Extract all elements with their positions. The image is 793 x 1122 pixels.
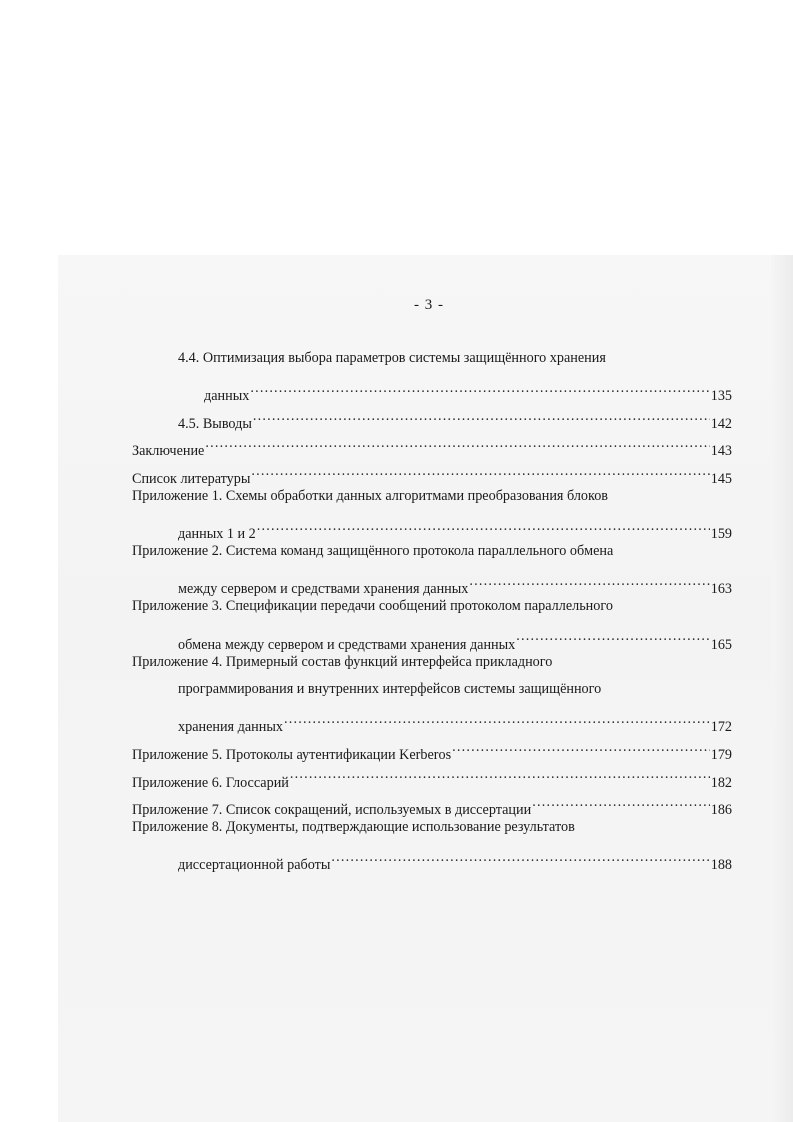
toc-entry-appendix-1-line2 <box>132 511 732 543</box>
toc-leader-dots <box>205 428 709 456</box>
page-number: - 3 - <box>414 297 444 313</box>
toc-entry-text: хранения данных <box>178 719 283 736</box>
toc-entry-text: Приложение 1. Схемы обработки данных алгоритмами преобразования блоков <box>132 487 608 504</box>
toc-entry-bibliography <box>132 455 732 487</box>
toc-entry-appendix-3-line1 <box>132 593 732 621</box>
toc-leader-dots <box>516 621 709 649</box>
toc-leader-dots <box>469 566 709 594</box>
toc-entry-conclusion <box>132 428 732 460</box>
toc-entry-text: Приложение 7. Список сокращений, используемых в диссертации <box>132 802 532 819</box>
toc-leader-dots <box>532 787 710 815</box>
toc-leader-dots <box>251 455 709 483</box>
toc-entry-appendix-4-line2 <box>132 676 732 704</box>
toc-page-number: 182 <box>710 774 732 791</box>
toc-entry-text: между сервером и средствами хранения данных <box>178 581 469 598</box>
toc-page-number: 188 <box>710 857 732 874</box>
toc-entry-text: Приложение 2. Система команд защищённого протокола параллельного обмена <box>132 543 614 560</box>
toc-page-number: 186 <box>710 802 732 819</box>
toc-page-number: 159 <box>710 526 732 543</box>
toc-entry-appendix-4-line1 <box>132 649 732 677</box>
toc-entry-appendix-1-line1 <box>132 483 732 511</box>
toc-entry-text: Приложение 6. Глоссарий <box>132 774 289 791</box>
toc-leader-dots <box>253 400 710 428</box>
toc-entry-appendix-8-line2 <box>132 842 732 874</box>
toc-entry-text: Приложение 8. Документы, подтверждающие использование результатов <box>132 819 575 836</box>
toc-entry-text: диссертационной работы <box>178 857 331 874</box>
toc-entry-4-4-line1 <box>132 345 732 373</box>
toc-page-number: 142 <box>710 415 732 432</box>
toc-entry-text: данных <box>204 388 250 405</box>
toc-page-number: 163 <box>710 581 732 598</box>
toc-leader-dots <box>290 759 710 787</box>
toc-entry-text: программирования и внутренних интерфейсов системы защищённого <box>178 681 602 698</box>
toc-entry-text: 4.5. Выводы <box>178 415 252 432</box>
toc-entry-text: Приложение 5. Протоколы аутентификации Kerberos <box>132 746 452 763</box>
toc-entry-text: Список литературы <box>132 470 251 487</box>
toc-page-number: 145 <box>710 470 732 487</box>
scan-edge-shadow <box>771 255 793 1122</box>
toc-page-number: 179 <box>710 746 732 763</box>
toc-entry-appendix-4-line3 <box>132 704 732 736</box>
toc-page-number: 165 <box>710 636 732 653</box>
toc-entry-text: Заключение <box>132 443 205 460</box>
table-of-contents <box>132 345 732 874</box>
toc-leader-dots <box>452 731 710 759</box>
toc-leader-dots <box>331 842 709 870</box>
toc-page-number: 143 <box>710 443 732 460</box>
toc-entry-text: данных 1 и 2 <box>178 526 256 543</box>
toc-page-number: 172 <box>710 719 732 736</box>
toc-entry-text: обмена между сервером и средствами хранения данных <box>178 636 516 653</box>
toc-page-number: 135 <box>710 388 732 405</box>
toc-leader-dots <box>257 511 710 539</box>
toc-entry-appendix-2-line2 <box>132 566 732 598</box>
toc-entry-text: Приложение 4. Примерный состав функций интерфейса прикладного <box>132 653 553 670</box>
toc-entry-4-4-line2 <box>132 373 732 405</box>
toc-entry-appendix-8-line1 <box>132 814 732 842</box>
toc-leader-dots <box>284 704 710 732</box>
toc-entry-appendix-2-line1 <box>132 538 732 566</box>
toc-leader-dots <box>250 373 709 401</box>
toc-entry-text: Приложение 3. Спецификации передачи сообщений протоколом параллельного <box>132 598 613 615</box>
toc-entry-appendix-3-line2 <box>132 621 732 653</box>
toc-entry-text: 4.4. Оптимизация выбора параметров системы защищённого хранения <box>178 350 606 366</box>
